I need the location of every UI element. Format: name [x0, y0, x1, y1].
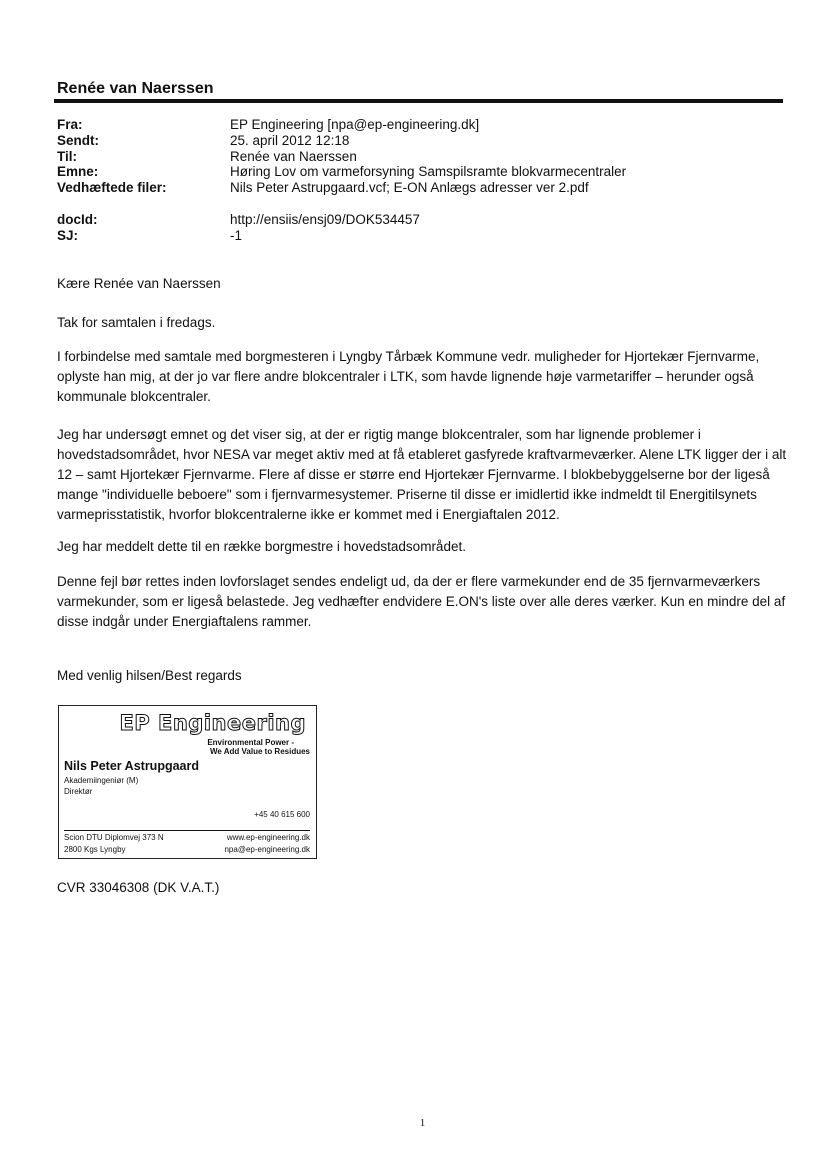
header-label-to: Til: [57, 149, 77, 164]
closing: Med venlig hilsen/Best regards [57, 668, 242, 683]
card-title-2: Direktør [64, 787, 93, 796]
header-label-sent: Sendt: [57, 133, 99, 148]
page-number: 1 [419, 1117, 426, 1129]
cvr-number: CVR 33046308 (DK V.A.T.) [57, 880, 220, 895]
card-tagline-2: We Add Value to Residues [209, 747, 310, 756]
greeting: Kære Renée van Naerssen [57, 276, 221, 291]
header-value-to: Renée van Naerssen [230, 149, 357, 164]
card-address-line-2: 2800 Kgs Lyngby [64, 845, 126, 854]
header-label-docid: docId: [57, 212, 98, 227]
header-label-sj: SJ: [57, 228, 79, 243]
heading-rule [54, 99, 783, 103]
header-value-subject: Høring Lov om varmeforsyning Samspilsramte blokvarmecentraler [230, 164, 627, 179]
card-person-name: Nils Peter Astrupgaard [64, 759, 199, 773]
header-label-attachments: Vedhæftede filer: [57, 180, 167, 195]
header-value-sj: -1 [230, 228, 243, 243]
header-label-subject: Emne: [57, 164, 99, 179]
header-value-attachments: Nils Peter Astrupgaard.vcf; E-ON Anlægs adresser ver 2.pdf [230, 180, 589, 195]
body-paragraph-5: Denne fejl bør rettes inden lovforslaget sendes endeligt ud, da der er flere varmekunder end de 35 fjernvarmeværkers varmekunder, som er ligeså belastede. Jeg vedhæfter endvidere E.ON's liste over alle deres værker. Kun en mindre del af disse indgår under Energiaftalens rammer. [57, 574, 786, 629]
card-phone: +45 40 615 600 [254, 810, 310, 819]
card-address-line-1: Scion DTU Diplomvej 373 N [64, 833, 164, 842]
header-value-sent: 25. april 2012 12:18 [230, 133, 350, 148]
card-email: npa@ep-engineering.dk [224, 845, 310, 854]
body-paragraph-2: I forbindelse med samtale med borgmesteren i Lyngby Tårbæk Kommune vedr. muligheder for Hjortekær Fjernvarme, oplyste han mig, at der jo var flere andre blokcentraler i LTK, som havde lignende høje varmetariffer – herunder også kommunale blokcentraler. [57, 349, 760, 404]
card-website: www.ep-engineering.dk [226, 833, 310, 842]
header-value-docid: http://ensiis/ensj09/DOK534457 [230, 212, 420, 227]
header-label-from: Fra: [57, 117, 83, 132]
body-paragraph-4: Jeg har meddelt dette til en række borgmestre i hovedstadsområdet. [57, 539, 466, 554]
body-paragraph-1: Tak for samtalen i fredags. [57, 315, 216, 330]
card-title-1: Akademiingeniør (M) [64, 776, 139, 785]
header-value-from: EP Engineering [npa@ep-engineering.dk] [230, 117, 480, 132]
body-paragraph-3: Jeg har undersøgt emnet og det viser sig, at der er rigtig mange blokcentraler, som har lignende problemer i hovedstadsområdet, hvor NESA var meget aktiv med at få etableret gasfyrede kraftvarmeværker. Alene LTK ligger der i alt 12 – samt Hjortekær Fjernvarme. Flere af disse er større end Hjortekær Fjernvarme. I blokbebyggelserne bor der ligeså mange "individuelle beboere" som i fjernvarmesystemer. Priserne til disse er imidlertid ikke indmeldt til Energitilsynets varmeprisstatistik, hvorfor blokcentralerne ikke er kommet med i Energiaftalen 2012. [57, 427, 787, 522]
company-logo: EP Engineering [119, 711, 306, 735]
card-tagline-1: Environmental Power - [207, 738, 294, 747]
card-divider [64, 830, 310, 831]
sender-name-heading: Renée van Naerssen [57, 80, 214, 97]
business-card [58, 705, 317, 859]
